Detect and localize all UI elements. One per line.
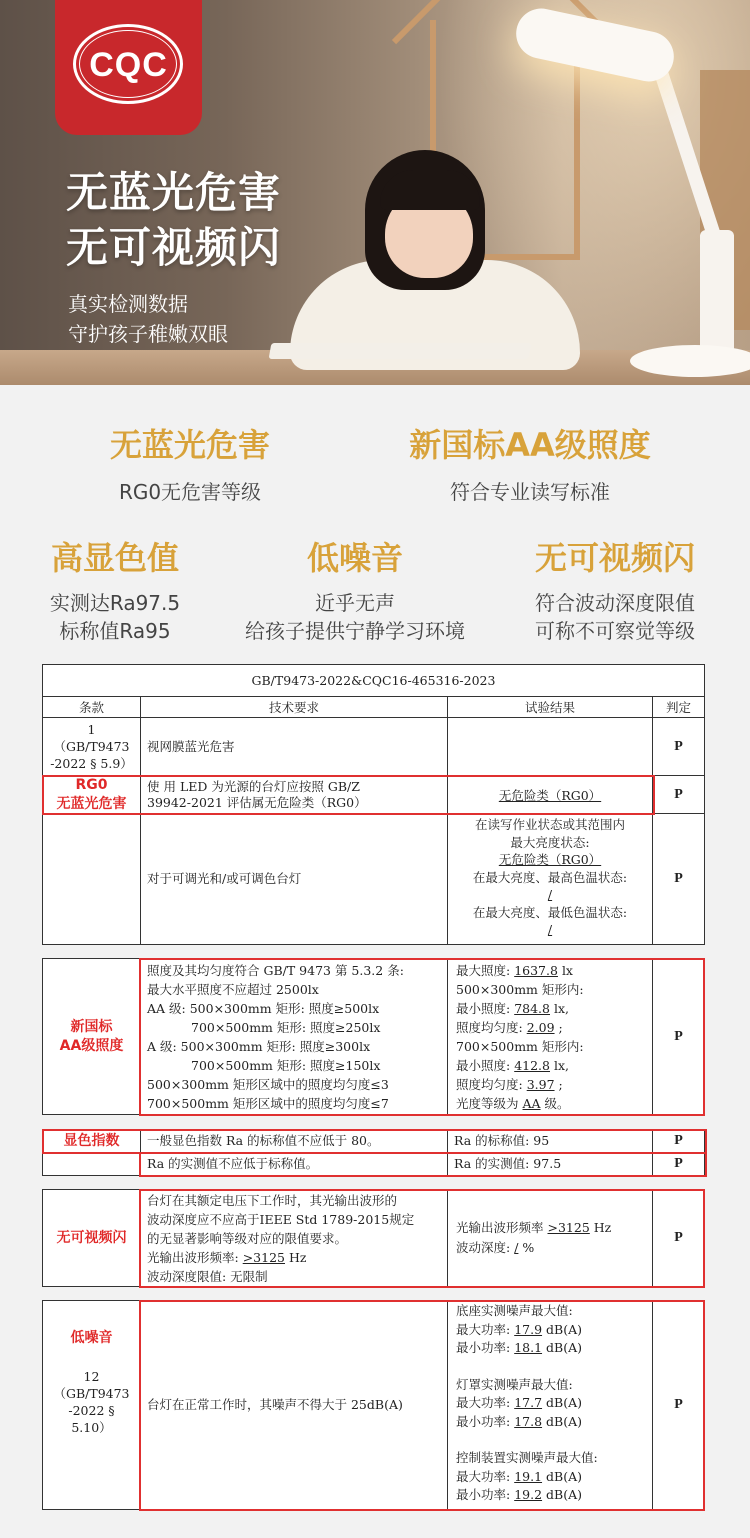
result-value: 1637.8 — [514, 963, 558, 978]
requirement-value: >3125 — [242, 1250, 285, 1265]
cqc-logo — [55, 0, 202, 135]
result-value: 784.8 — [514, 1001, 550, 1016]
feature-line: 给孩子提供宁静学习环境 — [245, 619, 465, 643]
result-value: / — [514, 1240, 519, 1255]
girl-bangs — [380, 170, 480, 210]
requirement-line: 700×500mm 矩形: 照度≥150lx — [191, 1058, 381, 1073]
test-report-table-5 — [42, 1300, 705, 1510]
feature-line: 符合波动深度限值 — [535, 591, 695, 615]
result-line: 最大功率: 17.7 dB(A) — [456, 1395, 582, 1410]
result-value: 17.9 — [514, 1321, 543, 1337]
requirement-cell — [141, 959, 448, 1115]
result-line: 控制装置实测噪声最大值: — [456, 1450, 598, 1465]
lamp-base — [630, 345, 750, 377]
result-line: 最小功率: 19.2 dB(A) — [456, 1487, 582, 1502]
verdict-cell: P — [653, 776, 705, 814]
clause-cell — [43, 814, 141, 945]
requirement-line: 最大水平照度不应超过 2500lx — [147, 982, 319, 997]
result-cell — [448, 1301, 653, 1510]
requirement-line: 照度及其均匀度符合 GB/T 9473 第 5.3.2 条: — [147, 963, 404, 978]
result-value: >3125 — [547, 1220, 590, 1235]
result-line: 最大功率: 19.1 dB(A) — [456, 1468, 582, 1484]
requirement-line: 光输出波形频率: >3125 Hz — [147, 1250, 307, 1265]
result-line: 底座实测噪声最大值: — [456, 1303, 573, 1318]
requirement-line: 台灯在其额定电压下工作时，其光输出波形的 — [147, 1193, 398, 1208]
result-value: 18.1 — [514, 1340, 543, 1355]
verdict-cell: P — [653, 959, 705, 1115]
requirement-cell: Ra 的实测值不应低于标称值。 — [141, 1153, 448, 1176]
standard-header — [43, 665, 705, 697]
feature-line: 可称不可察觉等级 — [535, 619, 695, 643]
result-cell — [448, 814, 653, 945]
requirement-line: A 级: 500×300mm 矩形: 照度≥300lx — [147, 1039, 371, 1054]
verdict-cell: P — [653, 814, 705, 945]
header-clause: 条款 — [43, 697, 141, 718]
result-line: 照度均匀度: 3.97 ; — [456, 1077, 563, 1092]
requirement-line: 700×500mm 矩形区域中的照度均匀度≤7 — [147, 1096, 389, 1111]
test-report-table-2 — [42, 958, 705, 1115]
label-cell — [43, 1130, 141, 1153]
cqc-logo-text: CQC — [89, 46, 168, 84]
result-line: 照度均匀度: 2.09 ; — [456, 1020, 563, 1035]
requirement-line: 使 用 LED 为光源的台灯应按照 GB/Z — [147, 779, 360, 794]
requirement-line: 的无显著影响等级对应的限值要求。 — [147, 1231, 348, 1246]
verdict-cell: P — [653, 1153, 705, 1176]
red-label: 低噪音 — [70, 1330, 113, 1346]
feature-title: 低噪音 — [306, 539, 403, 577]
clause-line: 12 — [83, 1369, 100, 1384]
red-label: 新国标 — [70, 1018, 113, 1035]
hero-subtitle-1: 真实检测数据 — [68, 292, 188, 316]
test-report-table-1 — [42, 664, 705, 945]
result-value: 3.97 — [526, 1077, 555, 1092]
hero-title-2: 无可视频闪 — [66, 223, 282, 272]
red-label: 显色指数 — [63, 1132, 120, 1149]
result-value: 412.8 — [514, 1058, 550, 1073]
red-label: RG0 — [75, 776, 108, 793]
clause-line: （GB/T9473 — [53, 1386, 130, 1401]
clause-cell — [43, 718, 141, 776]
feature-title: 新国标AA级照度 — [409, 426, 651, 464]
result-line: 在读写作业状态或其范围内 — [474, 817, 625, 832]
result-cell: Ra 的标称值: 95 — [448, 1130, 653, 1153]
result-line: 700×500mm 矩形内: — [456, 1039, 584, 1054]
hero-banner — [0, 0, 750, 385]
requirement-cell: 一般显色指数 Ra 的标称值不应低于 80。 — [141, 1130, 448, 1153]
requirement-line: 波动深度应不应高于IEEE Std 1789-2015规定 — [147, 1212, 415, 1227]
result-cell: Ra 的实测值: 97.5 — [448, 1153, 653, 1176]
result-line: 最小照度: 412.8 lx, — [456, 1058, 570, 1073]
result-line: 最小功率: 17.8 dB(A) — [456, 1413, 582, 1429]
clause-block — [43, 1368, 140, 1436]
hero-subtitle-2: 守护孩子稚嫩双眼 — [68, 322, 228, 346]
label-cell — [43, 1190, 141, 1287]
open-book — [269, 343, 532, 359]
label-cell — [43, 1153, 141, 1176]
label-cell — [43, 1301, 141, 1510]
requirement-line: AA 级: 500×300mm 矩形: 照度≥500lx — [147, 1001, 380, 1016]
result-value: 无危险类（RG0） — [498, 852, 602, 867]
header-verdict: 判定 — [653, 697, 705, 718]
requirement-cell — [141, 1190, 448, 1287]
result-value: 19.2 — [514, 1487, 543, 1502]
feature-color-rendering — [30, 533, 200, 645]
feature-title: 无蓝光危害 — [109, 426, 270, 464]
feature-title: 无可视频闪 — [534, 539, 695, 577]
result-line: 最大功率: 17.9 dB(A) — [456, 1321, 582, 1337]
result-line: 灯罩实测噪声最大值: — [456, 1376, 573, 1392]
hero-title-1: 无蓝光危害 — [66, 168, 282, 217]
result-value: 无危险类（RG0） — [498, 787, 602, 803]
verdict-cell: P — [653, 1190, 705, 1287]
feature-title: 高显色值 — [50, 539, 179, 577]
test-report-table-4 — [42, 1189, 705, 1287]
result-line: 光输出波形频率 >3125 Hz — [456, 1220, 612, 1235]
lamp-pole — [700, 230, 734, 360]
result-cell — [448, 776, 653, 814]
header-result: 试验结果 — [448, 697, 653, 718]
clause-line: （GB/T9473 — [53, 739, 130, 754]
verdict-cell: P — [653, 1130, 705, 1153]
result-value: AA — [522, 1096, 541, 1111]
result-cell — [448, 959, 653, 1115]
clause-line: 1 — [87, 722, 96, 737]
result-cell — [448, 1190, 653, 1287]
feature-line: 近乎无声 — [315, 591, 395, 615]
result-line: 光度等级为 AA 级。 — [456, 1096, 570, 1111]
result-value: / — [547, 887, 553, 902]
requirement-line: 39942-2021 评估属无危险类（RG0） — [147, 795, 367, 810]
feature-line: 标称值Ra95 — [59, 619, 171, 643]
result-line: 最小功率: 18.1 dB(A) — [456, 1340, 582, 1355]
test-report-table-3 — [42, 1129, 705, 1176]
feature-line: 符合专业读写标准 — [450, 480, 610, 504]
requirement-cell: 视网膜蓝光危害 — [141, 718, 448, 776]
result-value: 17.8 — [514, 1413, 543, 1429]
requirement-cell: 对于可调光和/或可调色台灯 — [141, 814, 448, 945]
result-value: 19.1 — [514, 1468, 543, 1484]
feature-low-noise — [220, 533, 490, 645]
feature-illuminance — [390, 420, 670, 506]
label-cell — [43, 959, 141, 1115]
result-line: 最大亮度状态: — [510, 834, 590, 850]
feature-line: 实测达Ra97.5 — [49, 591, 181, 615]
result-value: / — [547, 922, 553, 937]
requirement-cell: 台灯在正常工作时，其噪声不得大于 25dB(A) — [141, 1301, 448, 1510]
feature-line: RG0无危害等级 — [118, 480, 262, 504]
clause-line: -2022 § — [68, 1403, 115, 1418]
result-line: 500×300mm 矩形内: — [456, 982, 584, 997]
result-line: 在最大亮度、最低色温状态: — [472, 904, 628, 920]
result-line: 波动深度: / % — [456, 1240, 535, 1255]
result-line: 最大照度: 1637.8 lx — [456, 963, 573, 978]
requirement-cell — [141, 776, 448, 814]
feature-blue-light — [90, 420, 290, 506]
standard-code: GB/T9473-2022&CQC16-465316-2023 — [251, 673, 496, 688]
clause-line: 5.10） — [71, 1420, 112, 1435]
red-label: AA级照度 — [59, 1037, 124, 1054]
result-value: 2.09 — [526, 1020, 555, 1035]
header-requirement: 技术要求 — [141, 697, 448, 718]
result-value: 17.7 — [514, 1395, 543, 1410]
red-label: 无蓝光危害 — [56, 795, 127, 812]
verdict-cell: P — [653, 1301, 705, 1510]
result-cell — [448, 718, 653, 776]
result-line: 在最大亮度、最高色温状态: — [472, 869, 628, 885]
verdict-cell: P — [653, 718, 705, 776]
requirement-line: 500×300mm 矩形区域中的照度均匀度≤3 — [147, 1077, 389, 1092]
result-line: 最小照度: 784.8 lx, — [456, 1001, 570, 1016]
clause-line: -2022 § 5.9） — [50, 756, 133, 771]
red-label: 无可视频闪 — [56, 1229, 127, 1246]
label-cell — [43, 776, 141, 814]
feature-no-flicker — [510, 533, 720, 645]
requirement-line: 波动深度限值: 无限制 — [147, 1269, 268, 1284]
requirement-line: 700×500mm 矩形: 照度≥250lx — [191, 1020, 381, 1035]
